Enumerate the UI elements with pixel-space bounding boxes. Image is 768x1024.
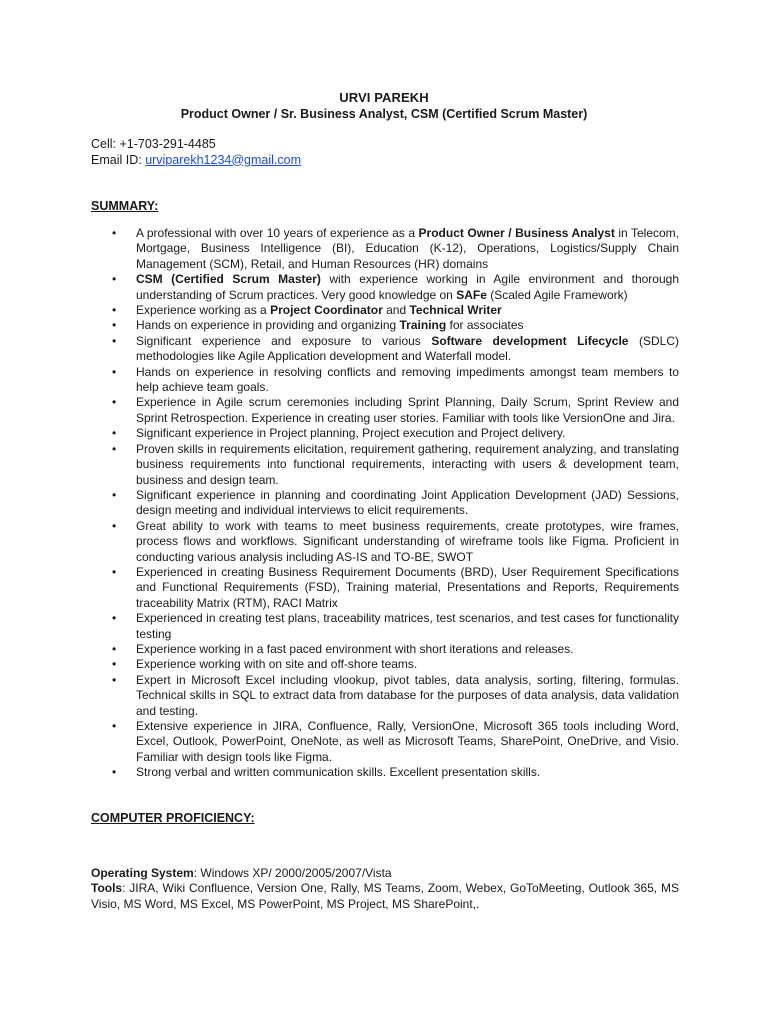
operating-system-line	[91, 866, 679, 881]
summary-item-text: (Scaled Agile Framework)	[486, 287, 628, 302]
bullet-icon: •	[112, 672, 117, 687]
summary-item	[91, 611, 679, 642]
summary-item	[91, 303, 679, 318]
summary-item-text: with experience working in Agile environment and thorough understanding of Scrum practices. Very good knowledge on	[136, 272, 680, 302]
cell-phone: Cell: +1-703-291-4485	[91, 137, 216, 151]
bullet-icon: •	[112, 333, 117, 348]
summary-item-text: Significant experience in planning and coordinating Joint Application Development (JAD) Sessions, design meeting and individual interviews to elicit requirements.	[136, 487, 679, 518]
summary-item	[91, 488, 679, 519]
bullet-icon: •	[112, 272, 117, 287]
summary-item-text: Hands on experience in resolving conflicts and removing impediments amongst team members to help achieve team goals.	[136, 364, 679, 395]
summary-item	[91, 272, 679, 303]
summary-item-text: and	[382, 303, 410, 318]
bullet-icon: •	[112, 395, 117, 410]
summary-item	[91, 426, 679, 441]
tools-line	[91, 881, 679, 912]
bullet-icon: •	[112, 303, 117, 318]
summary-item-bold-text: Software development Lifecycle	[431, 333, 629, 348]
computer-proficiency-block	[91, 866, 679, 912]
tools-label: Tools	[91, 881, 123, 896]
bullet-icon: •	[112, 564, 117, 579]
summary-item-text: for associates	[446, 318, 524, 333]
summary-item	[91, 519, 679, 565]
summary-item	[91, 365, 679, 396]
summary-item-text: Significant experience and exposure to various	[136, 333, 432, 348]
tools-value: : JIRA, Wiki Confluence, Version One, Rally, MS Teams, Zoom, Webex, GoToMeeting, Outlook 365, MS Visio, MS Word, MS Excel, MS PowerPoint, MS Project, MS SharePoint,.	[91, 881, 679, 911]
summary-item	[91, 642, 679, 657]
summary-item-bold-text: CSM (Certified Scrum Master)	[136, 272, 321, 287]
bullet-icon: •	[112, 719, 117, 733]
bullet-icon: •	[112, 318, 117, 333]
bullet-icon: •	[112, 657, 117, 672]
summary-item-text: Experience working with on site and off-shore teams.	[136, 657, 418, 672]
summary-item-text: Experienced in creating Business Requirement Documents (BRD), User Requirement Specifications and Functional Requirements (FSD), Training material, Presentations and Reports, Requirements traceability Matrix (RTM), RACI Matrix	[136, 564, 679, 610]
candidate-title: Product Owner / Sr. Business Analyst, CSM (Certified Scrum Master)	[180, 107, 588, 121]
summary-item	[91, 395, 679, 426]
summary-item-text: Experienced in creating test plans, traceability matrices, test scenarios, and test cases for functionality testing	[136, 611, 679, 641]
summary-item	[91, 765, 679, 780]
summary-item	[91, 657, 679, 672]
email-label: Email ID:	[91, 152, 146, 167]
candidate-name: URVI PAREKH	[339, 90, 429, 105]
computer-proficiency-heading: COMPUTER PROFICIENCY:	[91, 811, 255, 825]
email-link[interactable]: urviparekh1234@gmail.com	[145, 152, 302, 167]
summary-item	[91, 719, 679, 765]
resume-header	[0, 90, 768, 122]
summary-item	[91, 226, 679, 272]
summary-item-text: in Telecom, Mortgage, Business Intelligence (BI), Education (K-12), Operations, Logistics/Supply Chain Management (SCM), Retail, and Human Resources (HR) domains	[136, 226, 679, 271]
summary-item-bold-text: SAFe	[456, 287, 487, 302]
summary-item-text: Expert in Microsoft Excel including vlookup, pivot tables, data analysis, sorting, filtering, formulas. Technical skills in SQL to extract data from database for the purposes of data analysis, data validation and testing.	[136, 672, 679, 718]
bullet-icon: •	[112, 611, 117, 626]
summary-item	[91, 334, 679, 365]
bullet-icon: •	[112, 765, 117, 780]
bullet-icon: •	[112, 518, 117, 533]
summary-list	[91, 226, 679, 781]
summary-item-text: Experience working in a fast paced environment with short iterations and releases.	[136, 641, 574, 656]
summary-item-text: Great ability to work with teams to meet business requirements, create prototypes, wire frames, process flows and workflows. Significant understanding of wireframe tools like Figma. Proficient in conducting various analysis including AS-IS and TO-BE, SWOT	[136, 518, 679, 564]
summary-item	[91, 673, 679, 719]
summary-item-bold-text: Technical Writer	[409, 303, 502, 318]
summary-item-text: (SDLC) methodologies like Agile Application development and Waterfall model.	[136, 333, 680, 364]
summary-item-bold-text: Project Coordinator	[270, 303, 383, 318]
summary-item-text: Proven skills in requirements elicitation, requirement gathering, requirement analyzing, and translating business requirements into functional requirements, interacting with users & development team, business and design team.	[136, 441, 679, 487]
contact-block	[91, 137, 301, 168]
summary-item	[91, 318, 679, 333]
os-label: Operating System	[91, 866, 194, 880]
summary-item-text: Hands on experience in providing and organizing	[136, 318, 400, 333]
bullet-icon: •	[112, 226, 117, 240]
bullet-icon: •	[112, 364, 117, 379]
summary-item-bold-text: Training	[399, 318, 447, 333]
summary-item-text: Extensive experience in JIRA, Confluence, Rally, VersionOne, Microsoft 365 tools including Word, Excel, Outlook, PowerPoint, OneNote, as well as Microsoft Teams, SharePoint, OneDrive, and Visio. Familiar with design tools like Figma.	[136, 719, 679, 764]
summary-item	[91, 442, 679, 488]
summary-item-text: Experience in Agile scrum ceremonies including Sprint Planning, Daily Scrum, Sprint Review and Sprint Retrospection. Experience in creating user stories. Familiar with tools like VersionOne and Jira.	[136, 395, 679, 425]
os-value: : Windows XP/ 2000/2005/2007/Vista	[193, 866, 392, 880]
bullet-icon: •	[112, 641, 117, 656]
summary-item-text: Strong verbal and written communication skills. Excellent presentation skills.	[136, 765, 541, 780]
summary-item-text: A professional with over 10 years of experience as a	[136, 226, 419, 240]
summary-heading: SUMMARY:	[91, 199, 159, 213]
email-line	[91, 153, 301, 169]
summary-item-text: Experience working as a	[136, 303, 271, 318]
summary-item-text: Significant experience in Project planning, Project execution and Project delivery.	[136, 426, 566, 441]
summary-item	[91, 565, 679, 611]
bullet-icon: •	[112, 441, 117, 456]
summary-item-bold-text: Product Owner / Business Analyst	[418, 226, 615, 240]
bullet-icon: •	[112, 487, 117, 502]
bullet-icon: •	[112, 426, 117, 441]
